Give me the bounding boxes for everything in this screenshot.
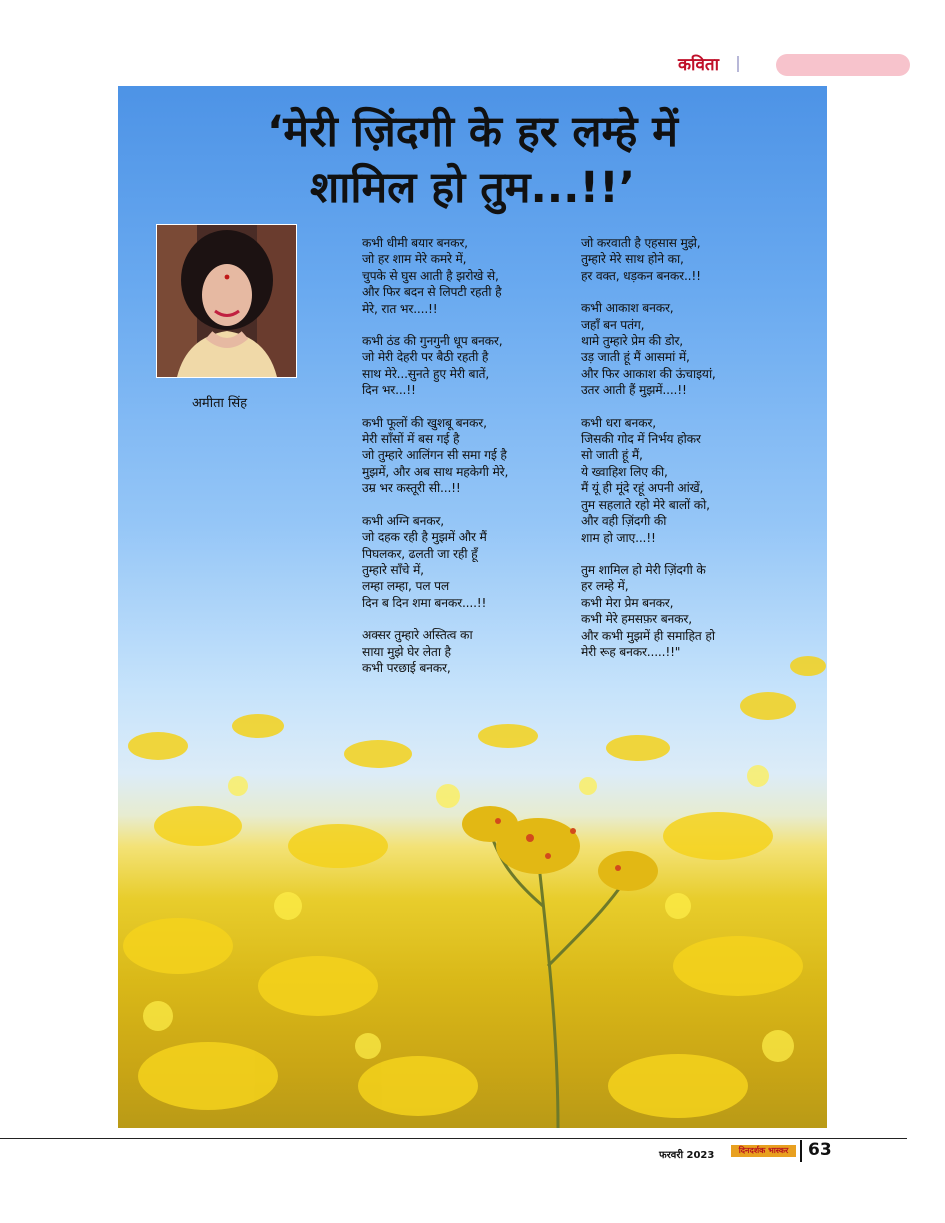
- stanza: [362, 333, 572, 399]
- poem-line: कभी अग्नि बनकर,: [362, 513, 444, 528]
- poem-line: दिन भर...!!: [362, 383, 416, 398]
- poem-line: ये ख्वाहिश लिए की,: [581, 464, 668, 479]
- poem-line: दिन ब दिन शमा बनकर....!!: [362, 595, 487, 610]
- title-line-2: शामिल हो तुम...!!’: [309, 163, 636, 213]
- poem-line: कभी परछाई बनकर,: [362, 660, 451, 675]
- poem-line: उड़ जाती हूं मैं आसमां में,: [581, 350, 690, 365]
- poem-column-2: [581, 235, 791, 676]
- poem-line: लम्हा लम्हा, पल पल: [362, 579, 450, 594]
- poem-line: हर वक्त, धड़कन बनकर..!!: [581, 268, 701, 283]
- poem-line: कभी मेरे हमसफ़र बनकर,: [581, 612, 692, 627]
- stanza: [362, 513, 572, 611]
- poem-line: मैं यूं ही मूंदे रहूं अपनी आंखें,: [581, 481, 704, 496]
- stanza: [581, 562, 791, 660]
- poem-title: [118, 104, 827, 216]
- poem-line: मेरी रूह बनकर.....!!": [581, 644, 681, 659]
- poem-line: साया मुझे घेर लेता है: [362, 644, 451, 659]
- poem-line: और फिर आकाश की ऊंचाइयां,: [581, 366, 716, 381]
- footer-divider: [0, 1138, 907, 1139]
- poem-line: साथ मेरे...सुनते हुए मेरी बातें,: [362, 366, 490, 381]
- poem-line: कभी फूलों की खुशबू बनकर,: [362, 415, 487, 430]
- poem-line: पिघलकर, ढलती जा रही हूँ: [362, 546, 478, 561]
- poem-line: थामे तुम्हारे प्रेम की डोर,: [581, 334, 683, 349]
- poem-line: जो मेरी देहरी पर बैठी रहती है: [362, 350, 489, 365]
- poem-line: हर लम्हे में,: [581, 579, 629, 594]
- stanza: [362, 627, 572, 676]
- poem-line: जो दहक रही है मुझमें और मैं: [362, 530, 487, 545]
- author-name: अमीता सिंह: [192, 396, 248, 411]
- stanza: [362, 235, 572, 317]
- poem-line: तुम्हारे साँचे में,: [362, 562, 424, 577]
- portrait-image: [157, 225, 296, 377]
- poem-line: जो हर शाम मेरे कमरे में,: [362, 252, 467, 267]
- section-label: कविता: [678, 55, 720, 75]
- title-line-1: ‘मेरी ज़िंदगी के हर लम्हे में: [267, 107, 678, 157]
- stanza: [581, 415, 791, 546]
- poem-line: जो तुम्हारे आलिंगन सी समा गई है: [362, 448, 507, 463]
- poem-column-1: [362, 235, 572, 692]
- section-divider: [737, 56, 739, 72]
- poem-line: उतर आती हैं मुझमें....!!: [581, 383, 687, 398]
- poem-line: जिसकी गोद में निर्भय होकर: [581, 432, 701, 447]
- page-number: 63: [808, 1140, 832, 1160]
- poem-line: कभी आकाश बनकर,: [581, 301, 674, 316]
- poem-line: तुम्हारे मेरे साथ होने का,: [581, 252, 684, 267]
- poem-line: तुम शामिल हो मेरी ज़िंदगी के: [581, 562, 706, 577]
- poem-line: और वही ज़िंदगी की: [581, 514, 667, 529]
- poem-line: मेरी साँसों में बस गई है: [362, 432, 460, 447]
- poem-line: और कभी मुझमें ही समाहित हो: [581, 628, 715, 643]
- poem-line: मुझमें, और अब साथ महकेगी मेरे,: [362, 464, 509, 479]
- poem-line: चुपके से घुस आती है झरोखे से,: [362, 268, 499, 283]
- poem-line: सो जाती हूं मैं,: [581, 448, 643, 463]
- stanza: [581, 235, 791, 284]
- footer-separator: [800, 1140, 802, 1162]
- magazine-logo: दिनदर्शक भास्कर: [731, 1145, 796, 1157]
- poem-line: मेरे, रात भर....!!: [362, 301, 438, 316]
- stanza: [581, 300, 791, 398]
- poem-line: कभी धीमी बयार बनकर,: [362, 236, 468, 250]
- poem-line: और फिर बदन से लिपटी रहती है: [362, 285, 502, 300]
- issue-date: फरवरी 2023: [659, 1150, 715, 1161]
- poem-line: जो करवाती है एहसास मुझे,: [581, 236, 701, 250]
- decorative-pill: [776, 54, 910, 76]
- author-photo: [156, 224, 297, 378]
- poem-line: कभी मेरा प्रेम बनकर,: [581, 595, 674, 610]
- hero-background-image: [118, 86, 827, 1128]
- poem-line: अक्सर तुम्हारे अस्तित्व का: [362, 628, 473, 643]
- poem-line: उम्र भर कस्तूरी सी...!!: [362, 481, 461, 496]
- poem-line: जहाँ बन पतंग,: [581, 317, 645, 332]
- poem-line: कभी ठंड की गुनगुनी धूप बनकर,: [362, 334, 503, 349]
- poem-line: कभी धरा बनकर,: [581, 415, 656, 430]
- poem-line: शाम हो जाए...!!: [581, 530, 656, 545]
- poem-line: तुम सहलाते रहो मेरे बालों को,: [581, 497, 710, 512]
- stanza: [362, 415, 572, 497]
